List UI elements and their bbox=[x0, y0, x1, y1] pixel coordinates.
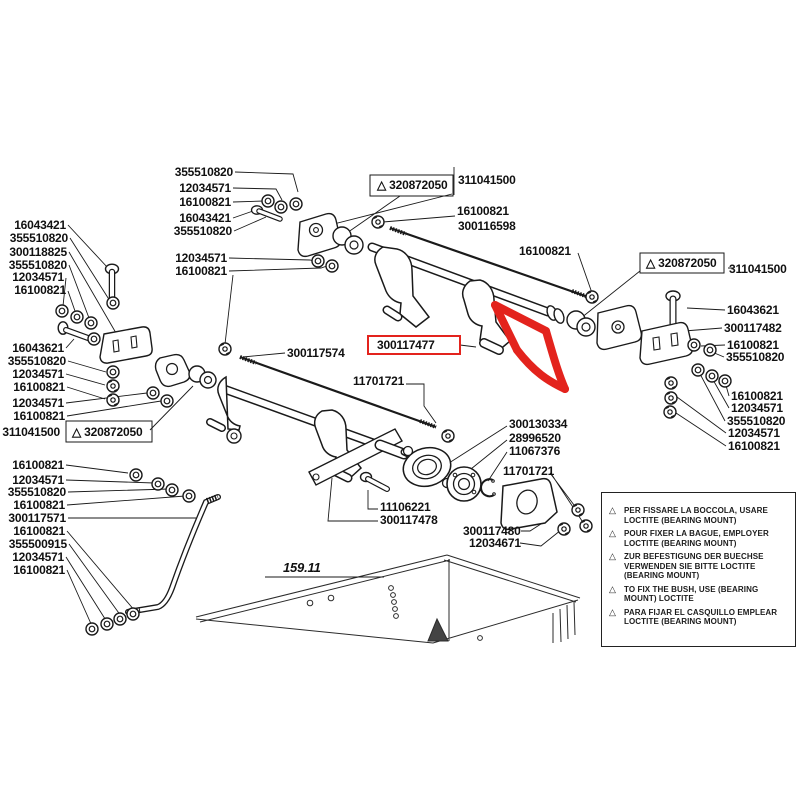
part-label: 16100821 bbox=[179, 195, 231, 209]
left-fasteners bbox=[58, 264, 216, 388]
part-label: 355510820 bbox=[9, 231, 68, 245]
part-label: 16100821 bbox=[175, 264, 227, 278]
legend-box bbox=[601, 492, 796, 647]
legend-item-text: ZUR BEFESTIGUNG DER BUECHSE VERWENDEN SIE BITTE LOCTITE (BEARING MOUNT) bbox=[624, 552, 764, 580]
part-label: 11106221 bbox=[380, 500, 431, 514]
legend-item-es bbox=[609, 608, 789, 627]
plate-300118825 bbox=[100, 327, 152, 363]
chassis-frame bbox=[196, 555, 580, 643]
bracket-300117482 bbox=[640, 323, 692, 365]
bracket-300117480 bbox=[501, 479, 557, 530]
part-label: 355510820 bbox=[8, 258, 67, 272]
legend-item-text: POUR FIXER LA BAGUE, EMPLOYER LOCTITE (BEARING MOUNT) bbox=[624, 529, 769, 548]
frame-gusset bbox=[428, 619, 448, 641]
part-label: 300116598 bbox=[458, 219, 516, 233]
part-label: 355510820 bbox=[7, 485, 66, 499]
part-label: 311041500 bbox=[458, 173, 516, 187]
legend-item-text: PARA FIJAR EL CASQUILLO EMPLEAR LOCTITE (BEARING MOUNT) bbox=[624, 607, 778, 626]
part-label: 355510820 bbox=[7, 354, 66, 368]
legend-item-en bbox=[609, 585, 789, 604]
part-label: 16100821 bbox=[13, 380, 65, 394]
part-label: △ 320872050 bbox=[377, 178, 448, 192]
part-label: 16100821 bbox=[14, 283, 66, 297]
part-label: 355510820 bbox=[726, 350, 785, 364]
legend-item-it bbox=[609, 506, 789, 525]
part-label: 16100821 bbox=[13, 563, 65, 577]
part-label: 12034571 bbox=[728, 426, 780, 440]
part-label: 12034571 bbox=[175, 251, 227, 265]
part-label: 11067376 bbox=[509, 444, 561, 458]
part-label: 16043421 bbox=[14, 218, 66, 232]
part-label: 300117571 bbox=[8, 511, 66, 525]
part-label: 355510820 bbox=[174, 165, 233, 179]
part-label: 16043421 bbox=[179, 211, 231, 225]
part-label: 16100821 bbox=[731, 389, 783, 403]
part-label: 159.11 bbox=[283, 560, 321, 575]
part-label: 12034571 bbox=[179, 181, 231, 195]
part-label: 300117482 bbox=[724, 321, 782, 335]
part-label: 300117574 bbox=[287, 346, 345, 360]
legend-item-text: TO FIX THE BUSH, USE (BEARING MOUNT) LOCTITE bbox=[624, 584, 759, 603]
part-label: 355510820 bbox=[727, 414, 786, 428]
legend-item-de bbox=[609, 552, 789, 581]
part-label: 16043621 bbox=[12, 341, 64, 355]
part-label: 16100821 bbox=[519, 244, 571, 258]
part-label: △ 320872050 bbox=[72, 425, 143, 439]
part-label: 311041500 bbox=[729, 262, 787, 276]
part-label: 16100821 bbox=[727, 338, 779, 352]
part-label: 11701721 bbox=[503, 464, 555, 478]
part-label: 12034571 bbox=[12, 473, 64, 487]
part-label: 12034571 bbox=[12, 550, 64, 564]
triangle-marker-icon: △ bbox=[609, 505, 616, 515]
part-label-highlighted: 300117477 bbox=[377, 338, 435, 352]
triangle-marker-icon: △ bbox=[609, 583, 616, 594]
part-label: 16100821 bbox=[13, 409, 65, 423]
stabilizer-rod bbox=[128, 497, 218, 612]
frame-holes bbox=[307, 586, 482, 641]
part-label: 300118825 bbox=[9, 245, 67, 259]
part-label: 16100821 bbox=[12, 458, 64, 472]
triangle-marker-icon: △ bbox=[609, 551, 616, 561]
part-label: 355510820 bbox=[173, 224, 232, 238]
part-label: 12034671 bbox=[469, 536, 521, 550]
part-label: 16100821 bbox=[13, 524, 65, 538]
part-label: 16100821 bbox=[728, 439, 780, 453]
triangle-marker-icon: △ bbox=[609, 606, 616, 617]
part-label: 28996520 bbox=[509, 431, 561, 445]
part-label: 16043621 bbox=[727, 303, 779, 317]
part-label: 12034571 bbox=[12, 270, 64, 284]
rubber-mount bbox=[156, 355, 190, 387]
part-label: 311041500 bbox=[2, 425, 60, 439]
part-label: △ 320872050 bbox=[646, 256, 717, 270]
legend-item-fr bbox=[609, 529, 789, 548]
part-label: 16100821 bbox=[457, 204, 509, 218]
fork-lever-3 bbox=[218, 377, 240, 430]
part-label: 12034571 bbox=[731, 401, 783, 415]
part-label: 300117478 bbox=[380, 513, 438, 527]
part-label: 355500915 bbox=[8, 537, 67, 551]
legend-item-text: PER FISSARE LA BOCCOLA, USARE LOCTITE (BEARING MOUNT) bbox=[624, 506, 768, 525]
part-label: 16100821 bbox=[13, 498, 65, 512]
part-label: 300117480 bbox=[463, 524, 521, 538]
part-label: 300130334 bbox=[509, 417, 568, 431]
part-label: 12034571 bbox=[12, 367, 64, 381]
legend-items bbox=[609, 506, 789, 627]
part-label: 12034571 bbox=[12, 396, 64, 410]
triangle-marker-icon: △ bbox=[609, 528, 616, 538]
part-label: 11701721 bbox=[353, 374, 405, 388]
